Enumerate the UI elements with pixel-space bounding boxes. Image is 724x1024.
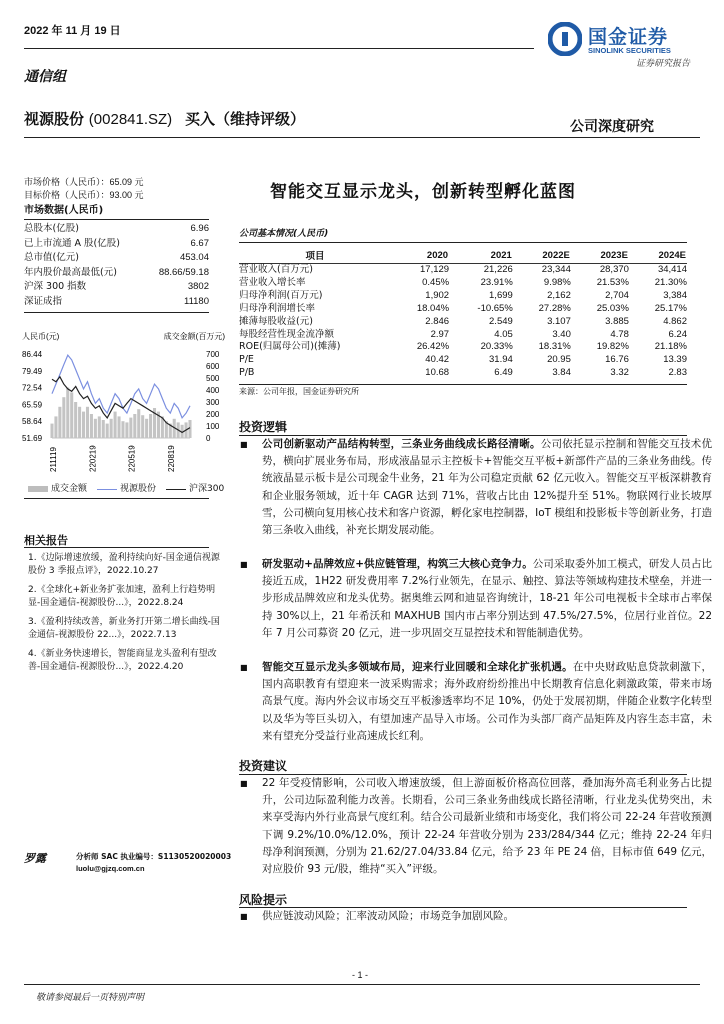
table-cell: 18.04%: [416, 302, 450, 314]
market-data-title: 市场数据(人民币): [24, 205, 104, 216]
y-right-tick-label: 300: [206, 398, 220, 407]
market-data-row: 年内股价最高最低(元) 88.66/59.18: [24, 266, 209, 278]
title-rule: [24, 137, 700, 138]
logo-text-cn: 国金证券: [588, 26, 669, 48]
table-cell: 4.05: [494, 328, 513, 340]
table-cell: 19.82%: [596, 341, 629, 353]
volume-bar: [141, 415, 144, 438]
table-cell: 0.45%: [422, 276, 450, 288]
table-cell: 4.78: [610, 328, 629, 340]
y-left-tick-label: 65.59: [22, 400, 43, 410]
volume-bar: [70, 392, 73, 438]
bullet-icon: ■: [240, 663, 248, 672]
company-name: 视源股份: [24, 110, 85, 128]
table-cell: 3.84: [552, 367, 571, 379]
legend-swatch: [166, 489, 186, 490]
volume-bar: [133, 414, 136, 438]
footer-rule: [24, 984, 700, 985]
stock-code: (002841.SZ): [88, 111, 173, 128]
financial-table: [239, 247, 687, 380]
volume-bar: [78, 407, 81, 438]
volume-bar: [129, 418, 132, 438]
table-row: [239, 329, 687, 342]
table-cell: 28,370: [599, 264, 629, 275]
table-row: [239, 303, 687, 316]
analyst-name: 罗露: [24, 852, 46, 865]
volume-bar: [110, 419, 113, 438]
y-right-tick-label: 600: [206, 362, 220, 371]
table-header-cell: 2024E: [629, 247, 687, 264]
related-report-item[interactable]: 2.《全球化+新业务扩张加速，盈利上行趋势明显-国金通信-视源股份...》，2022.8.24: [28, 585, 216, 608]
table-cell: 3.40: [552, 328, 571, 340]
risk-body: 供应链波动风险；汇率波动风险；市场竞争加剧风险。: [262, 910, 514, 922]
volume-bar: [66, 388, 69, 438]
volume-bar: [106, 424, 109, 438]
x-tick-label: 220819: [167, 445, 176, 472]
legend-stock: 视源股份: [97, 483, 156, 495]
table-header-cell: 2020: [391, 247, 449, 264]
table-row-label: 归母净利润(百万元): [239, 289, 323, 301]
table-cell: 40.42: [425, 354, 450, 366]
table-cell: 13.39: [663, 354, 687, 366]
market-data-list: [24, 222, 209, 309]
table-cell: 1,699: [489, 289, 513, 301]
related-rule: [24, 547, 209, 548]
report-date: 2022 年 11 月 19 日: [24, 25, 121, 37]
page-number: - 1 -: [352, 970, 369, 980]
bullet-icon: ■: [240, 560, 248, 569]
table-row-label: ROE(归属母公司)(摊薄): [239, 341, 341, 353]
table-cell: 16.76: [605, 354, 629, 366]
table-row: [239, 367, 687, 380]
y-right-tick-label: 400: [206, 386, 220, 395]
logo-mark-icon: [548, 22, 582, 56]
volume-bar: [58, 407, 61, 438]
table-cell: 23.91%: [480, 276, 513, 288]
y-right-tick-label: 100: [206, 422, 220, 431]
market-data-row: 总市值(亿元) 453.04: [24, 252, 209, 263]
company-headline: [24, 108, 305, 129]
table-cell: 2.549: [489, 315, 513, 327]
bullet-icon: ■: [240, 779, 248, 788]
table-row-label: P/B: [239, 367, 255, 379]
volume-bar: [86, 407, 89, 438]
y-right-tick-label: 0: [206, 434, 211, 443]
volume-bar: [145, 419, 148, 438]
x-tick-label: 220219: [88, 445, 98, 472]
rating: 买入（维持评级）: [184, 110, 305, 128]
table-source: 来源：公司年报，国金证券研究所: [239, 387, 359, 396]
table-row-label: 摊薄每股收益(元): [239, 315, 313, 327]
logic-title: 投资逻辑: [239, 420, 288, 434]
table-row-label: 营业收入增长率: [239, 276, 306, 288]
industry-label: 通信组: [24, 69, 66, 85]
y-right-tick-label: 700: [206, 350, 220, 359]
table-row-label: 营业收入(百万元): [239, 264, 313, 275]
report-type: 公司深度研究: [570, 119, 654, 135]
left-axis-title: 人民币(元): [22, 332, 60, 341]
table-row: [239, 290, 687, 303]
table-cell: 17,129: [420, 264, 450, 275]
advice-title: 投资建议: [239, 759, 288, 773]
right-axis-title: 成交金额(百万元): [163, 332, 225, 341]
header-rule: [24, 48, 534, 49]
related-report-item[interactable]: 1.《边际增速放缓，盈利持续向好-国金通信视源股份 3 季报点评》，2022.10.27: [28, 553, 220, 576]
table-row-label: P/E: [239, 354, 254, 366]
table-cell: 1,902: [425, 289, 450, 301]
table-cell: 3.32: [610, 367, 629, 379]
table-cell: 21.53%: [596, 276, 629, 288]
logo-text-en: SINOLINK SECURITIES: [588, 46, 671, 55]
analyst-sac: 分析师 SAC 执业编号：S1130520020003: [76, 852, 232, 861]
table-row: [239, 341, 687, 354]
price-block: [24, 176, 144, 202]
table-cell: 25.03%: [596, 302, 629, 314]
market-data-row: 总股本(亿股) 6.96: [24, 223, 209, 234]
table-row: [239, 354, 687, 367]
table-row: [239, 277, 687, 290]
table-cell: -10.65%: [477, 302, 513, 314]
volume-bar: [137, 409, 140, 438]
logic-item-3: 智能交互显示龙头多领域布局，迎来行业回暖和全球化扩张机遇。在中央财政贴息贷款刺激下，国内高职教育有望迎来一波采购需求；海外政府纷纷推出中长期教育信息化刺激政策，带来市场高景气度。海内外会议市场交互平板渗透率均不足 10%，仍处于发展初期，伴随企业数字化转型以及华为等巨头切入，有望加速产品导入市场。公司作为头部厂商产品矩阵及内容生态丰富，未来有望充分受益行业高速成长红利。: [262, 661, 713, 742]
table-cell: 2,162: [547, 289, 571, 301]
related-title: 相关报告: [24, 534, 68, 547]
market-data-row: 深证成指 11180: [24, 295, 209, 307]
chart-bottom-rule: [24, 498, 209, 499]
related-report-item[interactable]: 4.《新业务快速增长，智能商显龙头盈利有望改善-国金通信-视源股份...》，2022.4.20: [28, 649, 217, 672]
y-left-tick-label: 86.44: [22, 350, 43, 359]
bullet-icon: ■: [240, 912, 248, 921]
table-row: [239, 316, 687, 329]
bullet-icon: ■: [240, 440, 248, 449]
table-cell: 21.30%: [654, 276, 687, 288]
table-top-rule: [239, 242, 687, 243]
legend-swatch: [97, 489, 117, 490]
related-report-item[interactable]: 3.《盈利持续改善，新业务打开第二增长曲线-国金通信-视源股份 22...》，2022.7.13: [28, 617, 220, 640]
table-cell: 3.107: [547, 315, 571, 327]
volume-bar: [54, 416, 57, 438]
x-tick-label: 220519: [127, 445, 137, 472]
table-header-cell: 2023E: [571, 247, 629, 264]
table-cell: 3,384: [663, 289, 687, 301]
volume-bar: [102, 420, 105, 438]
volume-bar: [82, 412, 85, 438]
table-title: 公司基本情况(人民币): [239, 229, 329, 239]
volume-bar: [117, 416, 120, 438]
volume-bar: [125, 422, 128, 438]
table-row: [239, 264, 687, 277]
volume-bar: [74, 402, 77, 438]
table-cell: 23,344: [541, 264, 571, 275]
stock-price-chart: [20, 330, 230, 495]
table-cell: 21.18%: [654, 341, 687, 353]
table-cell: 2,704: [605, 289, 629, 301]
volume-bar: [90, 414, 93, 438]
table-cell: 27.28%: [538, 302, 571, 314]
chart-top-rule: [24, 312, 209, 313]
table-cell: 25.17%: [654, 302, 687, 314]
table-cell: 21,226: [483, 264, 513, 275]
volume-bar: [149, 414, 152, 438]
target-price: 目标价格（人民币）：93.00 元: [24, 190, 144, 201]
y-left-tick-label: 51.69: [22, 434, 43, 443]
volume-bar: [188, 420, 191, 438]
y-right-tick-label: 200: [206, 410, 220, 419]
volume-bar: [50, 424, 53, 438]
legend-swatch: [28, 486, 48, 492]
volume-bar: [62, 397, 65, 438]
table-row-label: 每股经营性现金流净额: [239, 328, 335, 340]
table-bottom-rule: [239, 384, 687, 385]
table-cell: 20.95: [547, 354, 571, 366]
table-header-cell: 项目: [239, 247, 391, 264]
table-cell: 31.94: [489, 354, 513, 366]
table-cell: 34,414: [657, 264, 687, 275]
logic-item-1: 公司创新驱动产品结构转型，三条业务曲线成长路径清晰。公司依托显示控制和智能交互技术优势，横向扩展业务布局，形成液晶显示主控板卡+智能交互平板+新部件产品的三条业务曲线。传统液晶显示板卡是公司现金牛业务，21 年为公司稳定贡献 62 亿元收入。智能交互平板深耕教育和企业服务领域，近十年 CAGR 达到 71%，营收占比由 12%提升至 51%。物联网行业长坡厚雪，公司横向复用核心技术和客户资源，孵化家电控制器，IoT 模组和投影板卡等创新业务，打造第三条收入曲线，补充长期发展动能。: [262, 438, 713, 537]
market-data-row: 沪深 300 指数 3802: [24, 281, 209, 292]
table-cell: 20.33%: [480, 341, 513, 353]
volume-bar: [98, 416, 101, 438]
advice-body: 22 年受疫情影响，公司收入增速放缓，但上游面板价格高位回落，叠加海外高毛利业务占比提升，公司边际盈利能力改善。长期看，公司三条业务曲线成长路径清晰，行业龙头优势突出，未来享受海内外行业高景气度红利。结合公司最新业绩和市场变化，我们将公司 22-24 年营收预测下调 9.2%/10.0%/12.0%，预计 22-24 年营收分别为 233/284/344 亿元；维持 22-24 年归母净利润预测，分别为 21.62/27.04/33.84 亿元，给予 23 年 PE 24 倍，目标市值 649 亿元，对应股价 93 元/股，维持“买入”评级。: [262, 777, 712, 876]
market-data-rule: [24, 219, 209, 220]
table-cell: 6.24: [668, 328, 687, 340]
chart-legend: [28, 483, 238, 495]
table-cell: 4.862: [663, 315, 687, 327]
table-header-cell: 2022E: [513, 247, 571, 264]
volume-bar: [114, 412, 117, 438]
table-cell: 9.98%: [543, 276, 571, 288]
market-price: 市场价格（人民币）：65.09 元: [24, 177, 144, 188]
market-data-row: 已上市流通 A 股(亿股) 6.67: [24, 237, 209, 249]
table-cell: 3.885: [605, 315, 629, 327]
footer-disclaimer: 敬请参阅最后一页特别声明: [36, 993, 145, 1003]
table-cell: 6.49: [494, 367, 513, 379]
legend-volume: 成交金额: [28, 483, 87, 495]
report-label: 证券研究报告: [636, 59, 691, 69]
table-header-row: [239, 247, 687, 264]
related-list: [28, 552, 223, 674]
logic-item-2: 研发驱动+品牌效应+供应链管理，构筑三大核心竞争力。公司采取委外加工模式，研发人员占比接近五成，1H22 研发费用率 7.2%行业领先，在显示、触控、算法等领域构建技术壁垒，并进一步形成品牌效应和龙头优势。据奥维云网和迪显咨询统计，18-21 年公司电视板卡全球市占率保持 30%以上，21 年希沃和 MAXHUB 国内市占率分别达到 47.5%/27.5%，位居行业首位。22 年 7 月公司募资 20 亿元，进一步巩固交互显控技术和智能制造优势。: [262, 558, 712, 639]
y-left-tick-label: 79.49: [22, 366, 43, 376]
volume-bar: [94, 419, 97, 438]
y-left-tick-label: 72.54: [22, 383, 43, 393]
risk-title: 风险提示: [239, 893, 288, 907]
table-header-cell: 2021: [449, 247, 513, 264]
x-tick-label: 211119: [49, 447, 58, 472]
table-cell: 2.83: [668, 367, 687, 379]
table-row-label: 归母净利润增长率: [239, 302, 316, 314]
analyst-email[interactable]: luolu@gjzq.com.cn: [76, 864, 145, 873]
y-right-tick-label: 500: [206, 374, 220, 383]
volume-bar: [121, 421, 124, 438]
table-cell: 2.846: [425, 315, 450, 327]
table-cell: 26.42%: [416, 341, 450, 353]
legend-index: 沪深300: [166, 483, 224, 495]
table-cell: 2.97: [430, 328, 450, 340]
y-left-tick-label: 58.64: [22, 417, 43, 427]
report-title: 智能交互显示龙头，创新转型孵化蓝图: [270, 182, 576, 202]
table-cell: 10.68: [425, 367, 450, 379]
table-cell: 18.31%: [538, 341, 571, 353]
